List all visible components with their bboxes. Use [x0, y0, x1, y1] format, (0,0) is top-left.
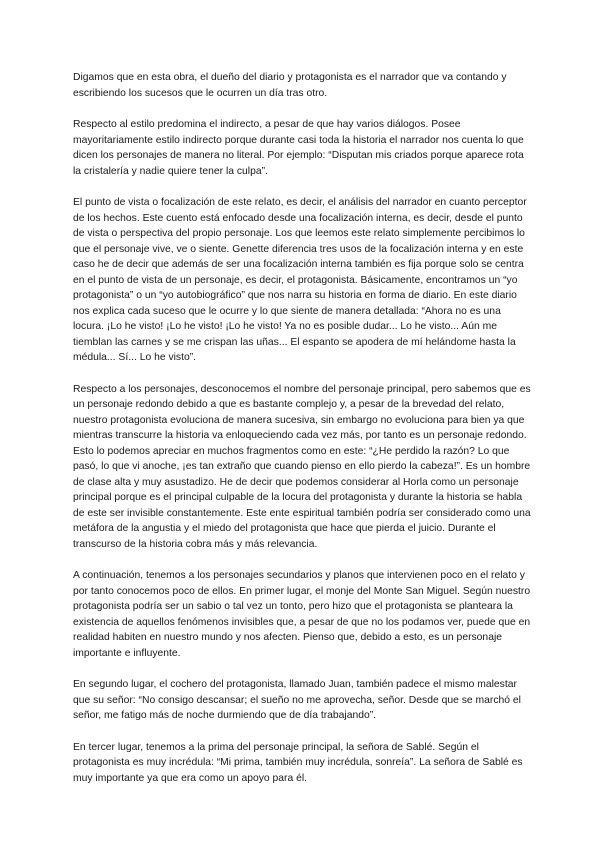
document-body: [73, 70, 531, 802]
paragraph-point-of-view: El punto de vista o focalización de este relato, es decir, el análisis del narrador en cuanto perceptor de los hechos. Este cuento está enfocado desde una focalización interna, es decir, desde el punto de vista o perspectiva del propio personaje. Los que leemos este relato simplemente percibimos lo que el personaje vive, ve o siente. Genette diferencia tres usos de la focalización interna y en este caso he de decir que además de ser una focalización interna también es fija porque solo se centra en el punto de vista de un personaje, es decir, el protagonista. Básicamente, encontramos un “yo protagonista” o un “yo autobiográfico” que nos narra su historia en forma de diario. En este diario nos explica cada suceso que le ocurre y lo que siente de manera detallada: “Ahora no es una locura. ¡Lo he visto! ¡Lo he visto! ¡Lo he visto! Ya no es posible dudar... Lo he visto... Aún me tiemblan las carnes y se me crispan las uñas... El espanto se apodera de mí helándome hasta la médula... Sí... Lo he visto”.: [73, 197, 527, 363]
paragraph-secondary-characters: A continuación, tenemos a los personajes secundarios y planos que intervienen poco en el relato y por tanto conocemos poco de ellos. En primer lugar, el monje del Monte San Miguel. Según nuestro protagonista podría ser un sabio o tal vez un tonto, pero hizo que el protagonista se planteara la existencia de aquellos fenómenos invisibles que, a pesar de que no los podamos ver, puede que en realidad habiten en nuestro mundo y nos afecten. Pienso que, debido a esto, es un personaje importante e influyente.: [73, 570, 531, 659]
paragraph-coachman: En segundo lugar, el cochero del protagonista, llamado Juan, también padece el mismo malestar que su señor: “No consigo descansar; el sueño no me aprovecha, señor. Desde que se marchó el señor, me fatigo más de noche durmiendo que de día trabajando”.: [73, 679, 521, 721]
paragraph-narrator: Digamos que en esta obra, el dueño del diario y protagonista es el narrador que va contando y escribiendo los sucesos que le ocurren un día tras otro.: [73, 72, 507, 99]
paragraph-cousin: En tercer lugar, tenemos a la prima del personaje principal, la señora de Sablé. Según el protagonista es muy incrédula: “Mi prima, también muy incrédula, sonreía”. La señora de Sablé es muy importante ya que era como un apoyo para él.: [73, 741, 523, 784]
paragraph-main-character: Respecto a los personajes, desconocemos el nombre del personaje principal, pero sabemos que es un personaje redondo debido a que es bastante complejo y, a pesar de la brevedad del relato, nuestro protagonista evoluciona de manera sucesiva, sin embargo no evoluciona para bien ya que mientras transcurre la historia va enloqueciendo cada vez más, por tanto es un personaje redondo. Esto lo podemos apreciar en muchos fragmentos como en este: “¿He perdido la razón? Lo que pasó, lo que vi anoche, ¡es tan extraño que cuando pienso en ello pierdo la cabeza!”. Es un hombre de clase alta y muy asustadizo. He de decir que podemos considerar al Horla como un personaje principal porque es el principal culpable de la locura del protagonista y durante la historia se habla de este ser invisible constantemente. Este ente espiritual también podría ser considerado como una metáfora de la angustia y el miedo del protagonista que hace que pierda el juicio. Durante el transcurso de la historia cobra más y más relevancia.: [73, 383, 531, 550]
paragraph-style: Respecto al estilo predomina el indirecto, a pesar de que hay varios diálogos. Posee mayoritariamente estilo indirecto porque durante casi toda la historia el narrador nos cuenta lo que dicen los personajes de manera no literal. Por ejemplo: “Disputan mis criados porque aparece rota la cristalería y nadie quiere tener la culpa”.: [73, 119, 524, 177]
